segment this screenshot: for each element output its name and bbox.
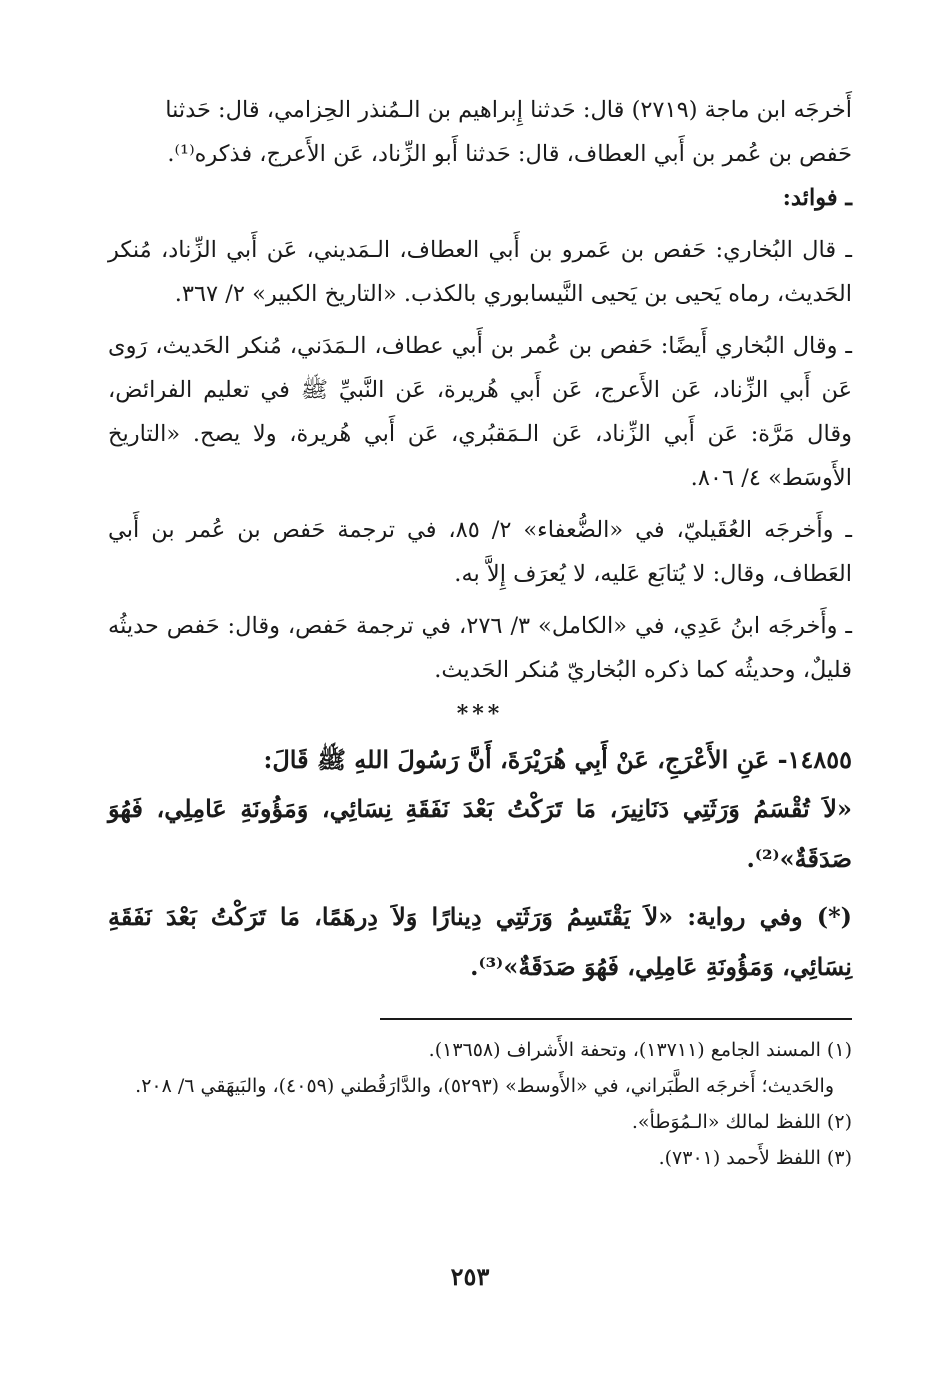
hadith-heading: ١٤٨٥٥- عَنِ الأَعْرَجِ، عَنْ أَبِي هُرَيْرَةَ، أَنَّ رَسُولَ اللهِ ﷺ قَالَ: (263, 745, 852, 774)
spacer (108, 220, 852, 228)
fawaid-heading: ـ فوائد: (782, 185, 852, 211)
page-number: ٢٥٣ (450, 1262, 490, 1291)
footnote-1-continued: والحَديث؛ أَخرجَه الطَّبَراني، في «الأَوسط» (٥٢٩٣)، والدَّارَقُطني (٤٠٥٩)، والبَيهَقي ٦/ ٢٠٨. (135, 1075, 834, 1097)
footnote-3: (٣) اللفظ لأَحمد (٧٣٠١). (658, 1147, 852, 1169)
intro-line-2: حَفص بن عُمر بن أَبي العطاف، قال: حَدثنا أَبو الزِّناد، عَن الأَعرج، فذكره⁽¹⁾. (167, 141, 852, 167)
footnote-separator (380, 1018, 852, 1020)
ibn-adi-paragraph: ـ وأَخرجَه ابنُ عَدِي، في «الكامل» ٣/ ٢٧٦، في ترجمة حَفص، وقال: حَفص حديثُه قليلٌ، وحديثُه كما ذكره البُخاريّ مُنكر الحَديث. (108, 613, 852, 683)
spacer (108, 500, 852, 508)
page-content (108, 88, 852, 1328)
hadith-text: «لاَ تُقْسَمُ وَرَثَتِي دَنَانِيرَ، مَا تَرَكْتُ بَعْدَ نَفَقَةِ نِسَائِي، وَمَؤُونَةِ عَامِلِي، فَهُوَ صَدَقَةٌ»⁽²⁾. (108, 794, 852, 873)
bukhari-paragraph-2: ـ وقال البُخاري أَيضًا: حَفص بن عُمر بن أَبي عطاف، الـمَدَني، مُنكر الحَديث، رَوى عَن أَبي الزِّناد، عَن الأَعرج، عَن أَبي هُريرة، عَن النَّبيِّ ﷺ في تعليم الفرائض، وقال مَرَّة: عَن أَبي الزِّناد، عَن الـمَقبُري، عَن أَبي هُريرة، ولا يصح. «التاريخ الأَوسَط» ٤/ ٨٠٦. (108, 333, 852, 491)
spacer (108, 316, 852, 324)
footnote-1: (١) المسند الجامع (١٣٧١١)، وتحفة الأَشراف (١٣٦٥٨). (428, 1039, 852, 1061)
riwaya-text: (*) وفي رواية: «لاَ يَقْتَسِمُ وَرَثَتِي دِينارًا وَلاَ دِرهَمًا، مَا تَرَكْتُ بَعْدَ نَفَقَةِ نِسَائِي، وَمَؤُونَةِ عَامِلِي، فَهُوَ صَدَقَةٌ»⁽³⁾. (108, 902, 852, 981)
uqayli-paragraph: ـ وأَخرجَه العُقَيليّ، في «الضُّعفاء» ٢/ ٨٥، في ترجمة حَفص بن عُمر بن أَبي العَطاف، وقال: لا يُتابَع عَليه، لا يُعرَف إِلاَّ به. (108, 517, 852, 587)
bukhari-paragraph-1: ـ قال البُخاري: حَفص بن عَمرو بن أَبي العطاف، الـمَديني، عَن أَبي الزِّناد، مُنكر الحَديث، رماه يَحيى بن يَحيى النَّيسابوري بالكذب. «التاريخ الكبير» ٢/ ٣٦٧. (108, 237, 852, 307)
spacer (108, 596, 852, 604)
intro-line-1: أَخرجَه ابن ماجة (٢٧١٩) قال: حَدثنا إِبراهيم بن الـمُنذر الحِزامي، قال: حَدثنا (165, 97, 852, 123)
spacer (108, 884, 852, 892)
section-divider-stars: *** (456, 701, 504, 727)
footnote-2: (٢) اللفظ لمالك «الـمُوَطأ». (631, 1111, 852, 1133)
